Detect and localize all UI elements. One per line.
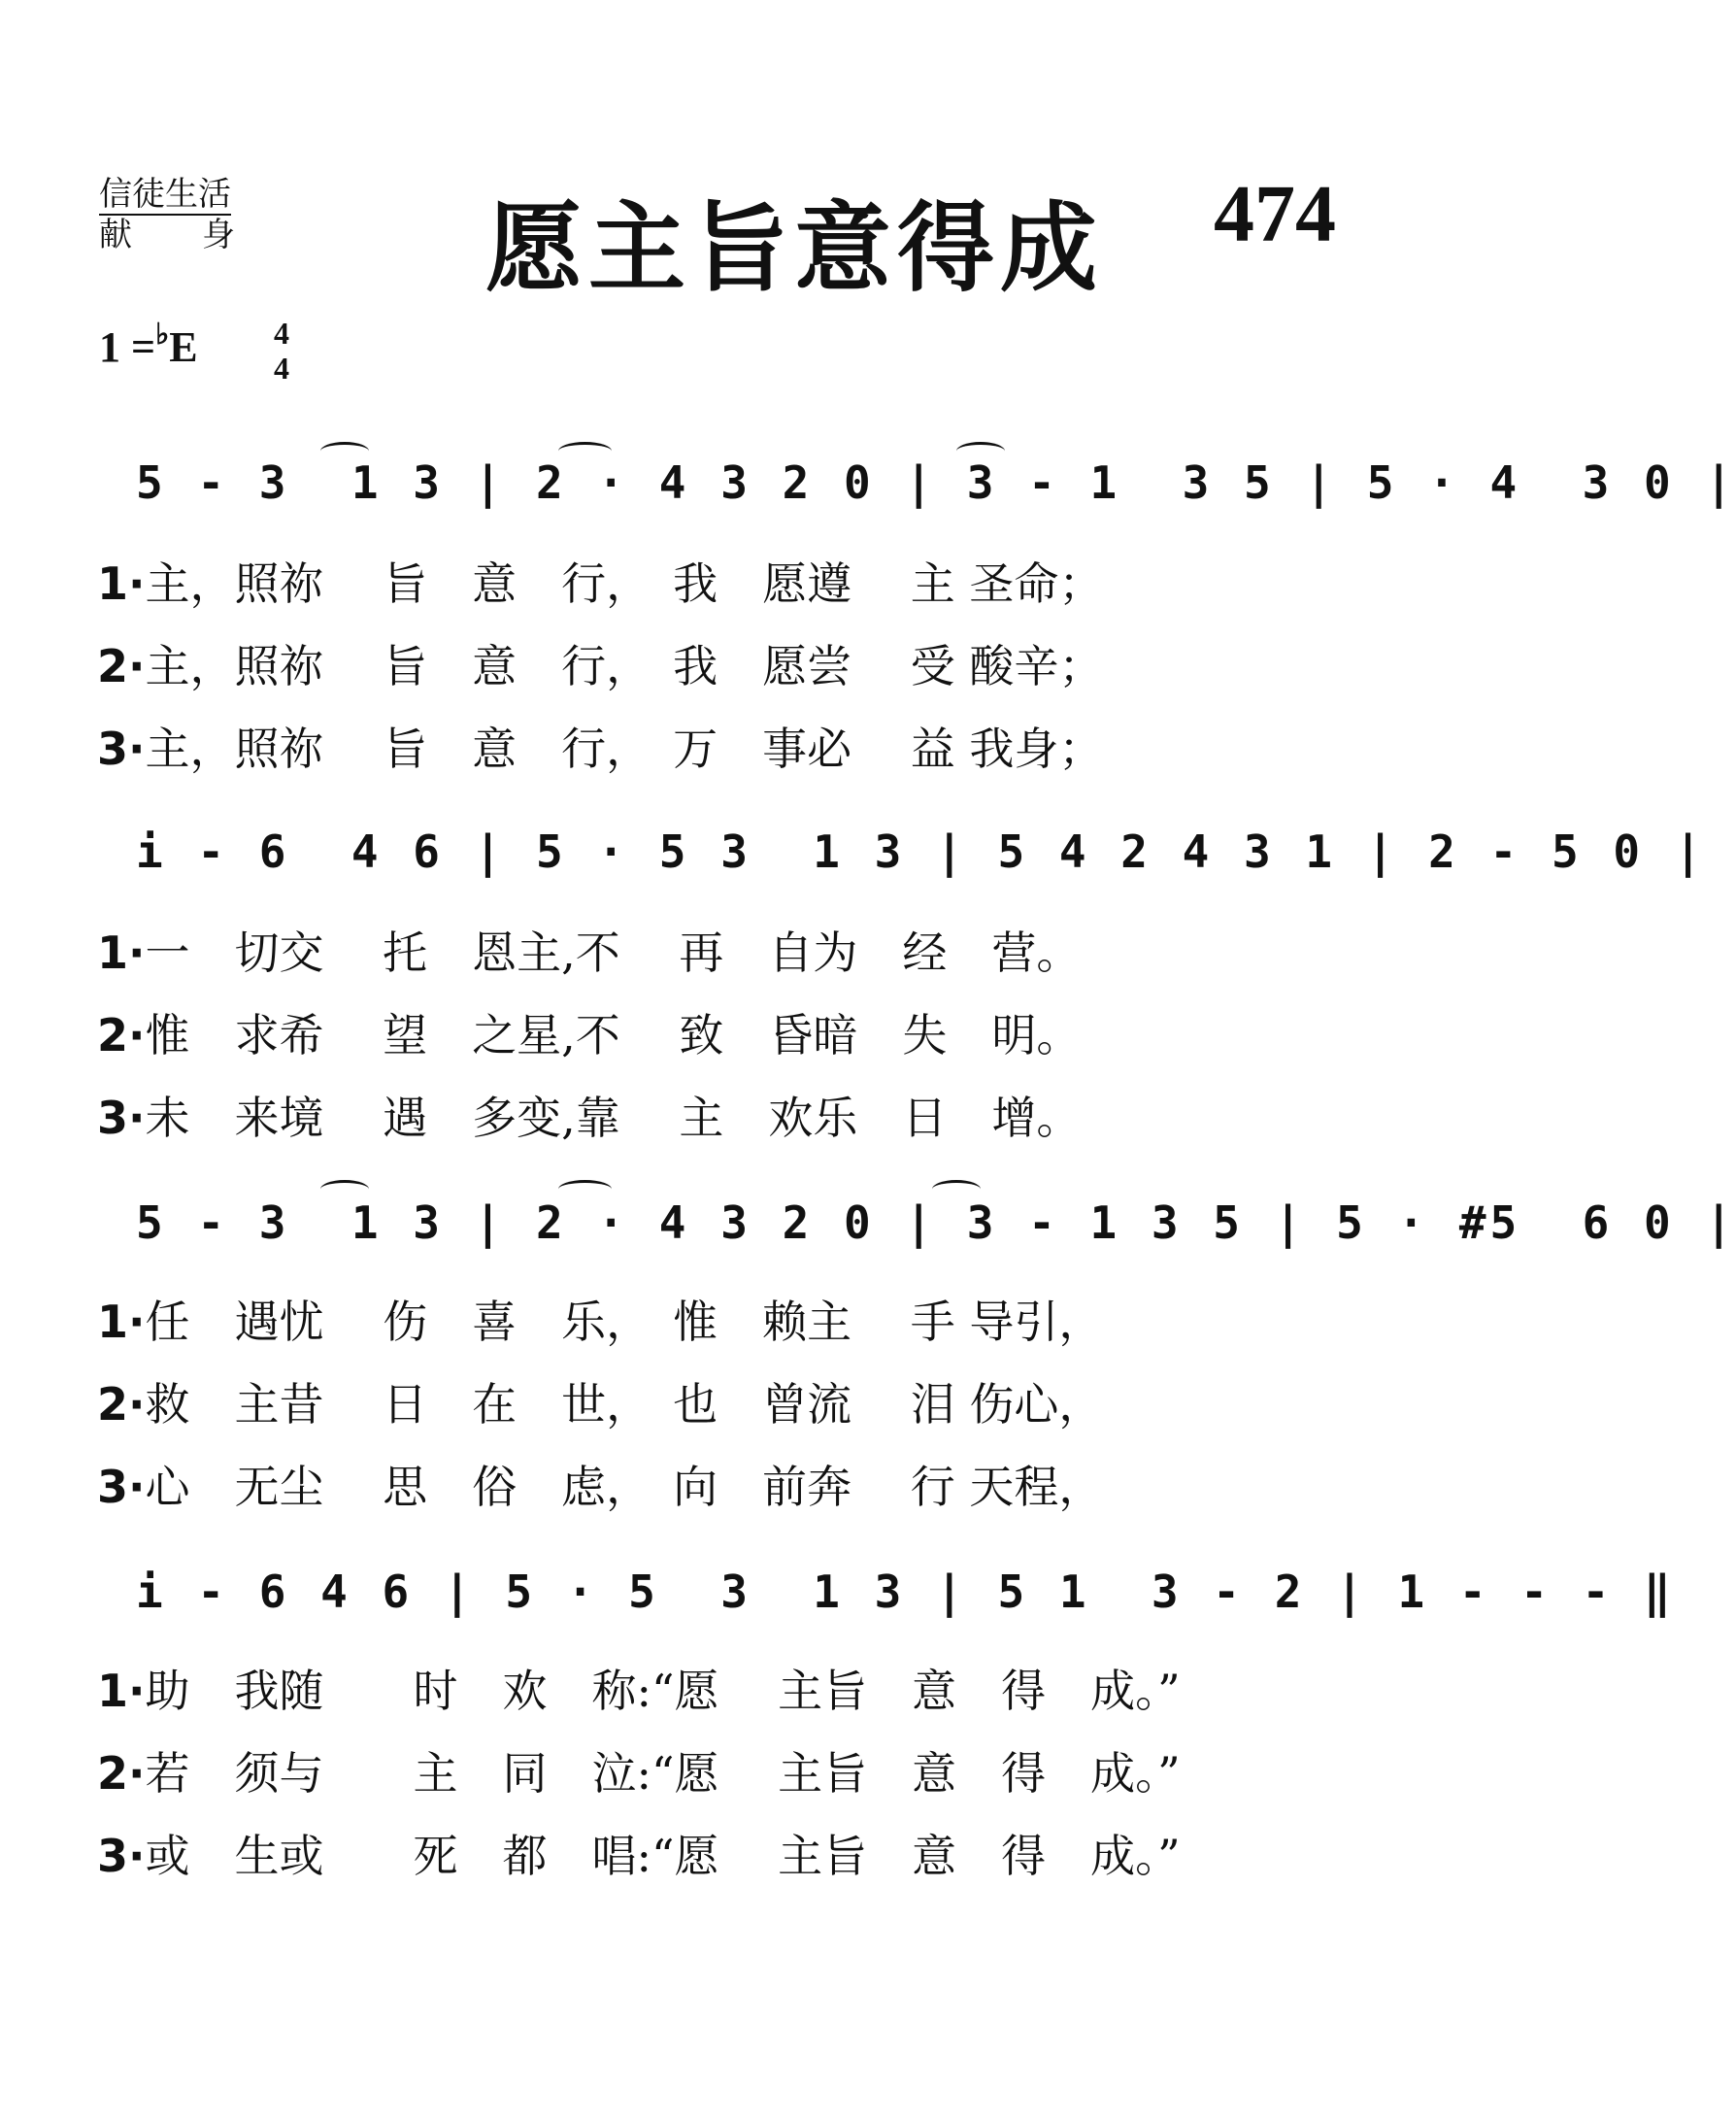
time-sig-bottom: 4 — [274, 351, 289, 386]
flat-symbol: ♭ — [155, 319, 170, 351]
key-text-1: 1 = — [99, 323, 156, 371]
category-label — [99, 175, 305, 254]
system4-notes: i - 6 4 6 | 5 · 5 3 1 3 | 5 1 3 - 2 | 1 - - - ‖ — [136, 1566, 1675, 1618]
verse-number: 3· — [97, 723, 146, 775]
system3-verse2 — [97, 1369, 1103, 1433]
lyric-text: 一 切交 托 恩主,不 再 自为 经 营。 — [145, 926, 1082, 979]
system4-verse2 — [97, 1738, 1181, 1802]
verse-number: 3· — [97, 1830, 146, 1882]
system2-verse3 — [97, 1083, 1081, 1147]
verse-number: 1· — [97, 1665, 146, 1717]
system3-verse3 — [97, 1452, 1103, 1516]
system2-notes: i - 6 4 6 | 5 · 5 3 1 3 | 5 4 2 4 3 1 | 2 - 5 0 | — [136, 825, 1706, 878]
system4-verse3 — [97, 1821, 1181, 1885]
time-signature — [274, 316, 289, 386]
verse-number: 2· — [97, 1378, 146, 1431]
lyric-text: 心 无尘 思 俗 虑， 向 前奔 行 天程， — [145, 1461, 1104, 1513]
lyric-text: 救 主昔 日 在 世， 也 曾流 泪 伤心， — [145, 1378, 1104, 1431]
lyric-text: 任 遇忧 伤 喜 乐， 惟 赖主 手 导引， — [145, 1296, 1104, 1348]
verse-number: 2· — [97, 1747, 146, 1800]
verse-number: 2· — [97, 640, 146, 692]
key-signature — [99, 319, 198, 372]
lyric-text: 若 须与 主 同 泣:“愿 主旨 意 得 成。” — [145, 1747, 1181, 1800]
system1-verse1 — [97, 549, 1103, 613]
lyric-text: 或 生或 死 都 唱:“愿 主旨 意 得 成。” — [145, 1830, 1181, 1882]
hymn-title: 愿主旨意得成 — [485, 191, 1103, 305]
verse-number: 1· — [97, 1296, 146, 1348]
slur-mark — [320, 442, 369, 460]
verse-number: 1· — [97, 926, 146, 979]
lyric-text: 主，照祢 旨 意 行， 万 事必 益 我身； — [145, 723, 1104, 775]
time-sig-top: 4 — [274, 316, 289, 351]
system2-verse2 — [97, 1000, 1081, 1064]
system1-notes: 5 - 3 1 3 | 2 · 4 3 2 0 | 3 - 1 3 5 | 5 · 4 3 0 | — [136, 456, 1736, 509]
system1-verse2 — [97, 631, 1103, 695]
system1-verse3 — [97, 714, 1103, 778]
slur-mark — [558, 1180, 612, 1198]
system3-verse1 — [97, 1287, 1103, 1351]
hymn-number: 474 — [1214, 169, 1336, 259]
category-line1: 信徒生活 — [99, 175, 231, 214]
category-line2: 献身 — [99, 216, 305, 254]
system2-verse1 — [97, 918, 1081, 982]
lyric-text: 主，照祢 旨 意 行， 我 愿遵 主 圣命； — [145, 557, 1104, 610]
system4-verse1 — [97, 1656, 1181, 1720]
verse-number: 3· — [97, 1092, 146, 1144]
lyric-text: 主，照祢 旨 意 行， 我 愿尝 受 酸辛； — [145, 640, 1104, 692]
lyric-text: 惟 求希 望 之星,不 致 昏暗 失 明。 — [145, 1009, 1082, 1061]
slur-mark — [932, 1180, 981, 1198]
slur-mark — [956, 442, 1005, 460]
slur-mark — [558, 442, 612, 460]
lyric-text: 助 我随 时 欢 称:“愿 主旨 意 得 成。” — [145, 1665, 1181, 1717]
system3-notes: 5 - 3 1 3 | 2 · 4 3 2 0 | 3 - 1 3 5 | 5 · #5 6 0 | — [136, 1196, 1736, 1249]
verse-number: 2· — [97, 1009, 146, 1061]
slur-mark — [320, 1180, 369, 1198]
lyric-text: 未 来境 遇 多变,靠 主 欢乐 日 增。 — [145, 1092, 1082, 1144]
verse-number: 3· — [97, 1461, 146, 1513]
key-text-2: E — [169, 323, 198, 371]
verse-number: 1· — [97, 557, 146, 610]
